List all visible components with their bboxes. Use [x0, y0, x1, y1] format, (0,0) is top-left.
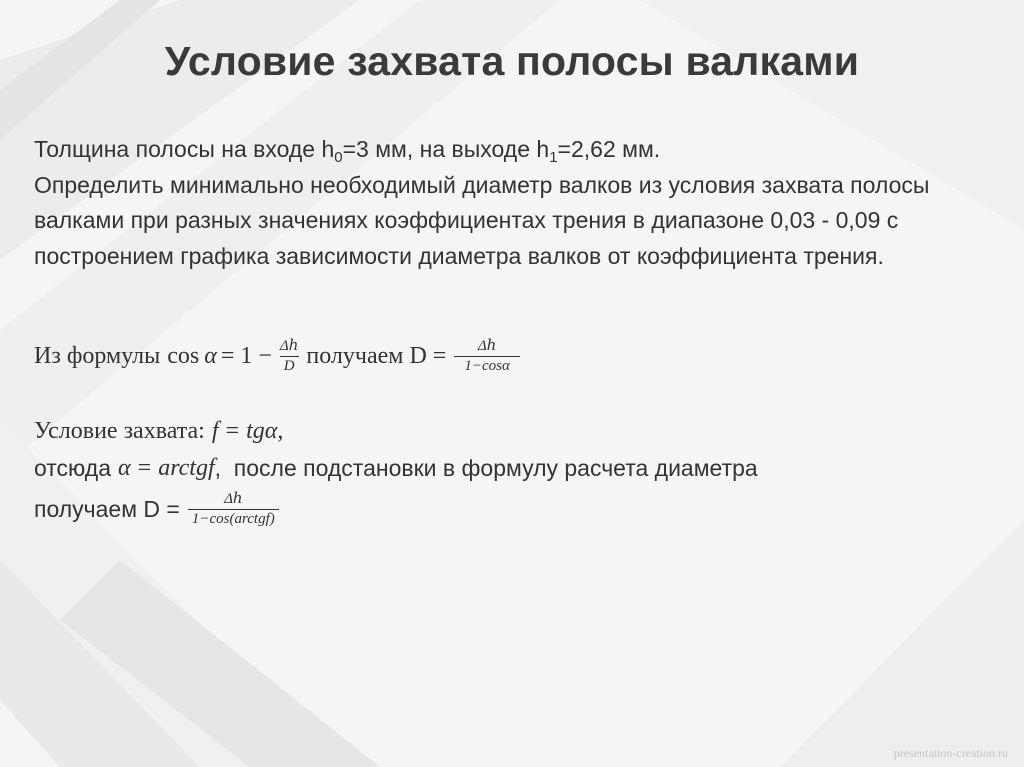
task-line-thickness: Толщина полосы на входе $h_0=3$ мм, на выходе $h_1=2,62$ мм.	[34, 136, 661, 166]
formula-cos: Из формулы cos α = 1 − $\frac{\text{Δℎ}}{D}$ получаем D = $\frac{\text{Δℎ}}{1-\cos\alpha}$	[34, 337, 524, 376]
formula-alpha-arctg: отсюда α = arctgf , после подстановки в формулу расчета диаметра	[34, 455, 758, 481]
fraction-dh-over-d: $\frac{\text{Δℎ}}{D}$	[279, 338, 299, 374]
page-title: Условие захвата полосы валками	[164, 38, 860, 84]
formula-diameter-result: получаем D = $\frac{\text{Δℎ}}{\text{1−cos(arctgf)}}$	[34, 490, 283, 529]
footer-watermark: presentation-creation.ru	[893, 746, 1008, 760]
task-text	[34, 132, 994, 274]
fraction-dh-over-1-cos: $\frac{\text{Δℎ}}{1-\cos\alpha}$	[454, 337, 520, 376]
fraction-dh-over-1-cos-arctg: $\frac{\text{Δℎ}}{\text{1−cos(arctgf)}}$	[188, 490, 279, 529]
formula-capture-condition: Условие захвата: f = tgα ,	[34, 418, 284, 444]
task-line-objective: Определить минимально необходимый диаметр валков из условия захвата полосы валками при разных значениях коэффициентах трения в диапазоне 0,03 - 0,09 с построением графика зависимости диаметра валков от коэффициента трения.	[34, 171, 930, 269]
